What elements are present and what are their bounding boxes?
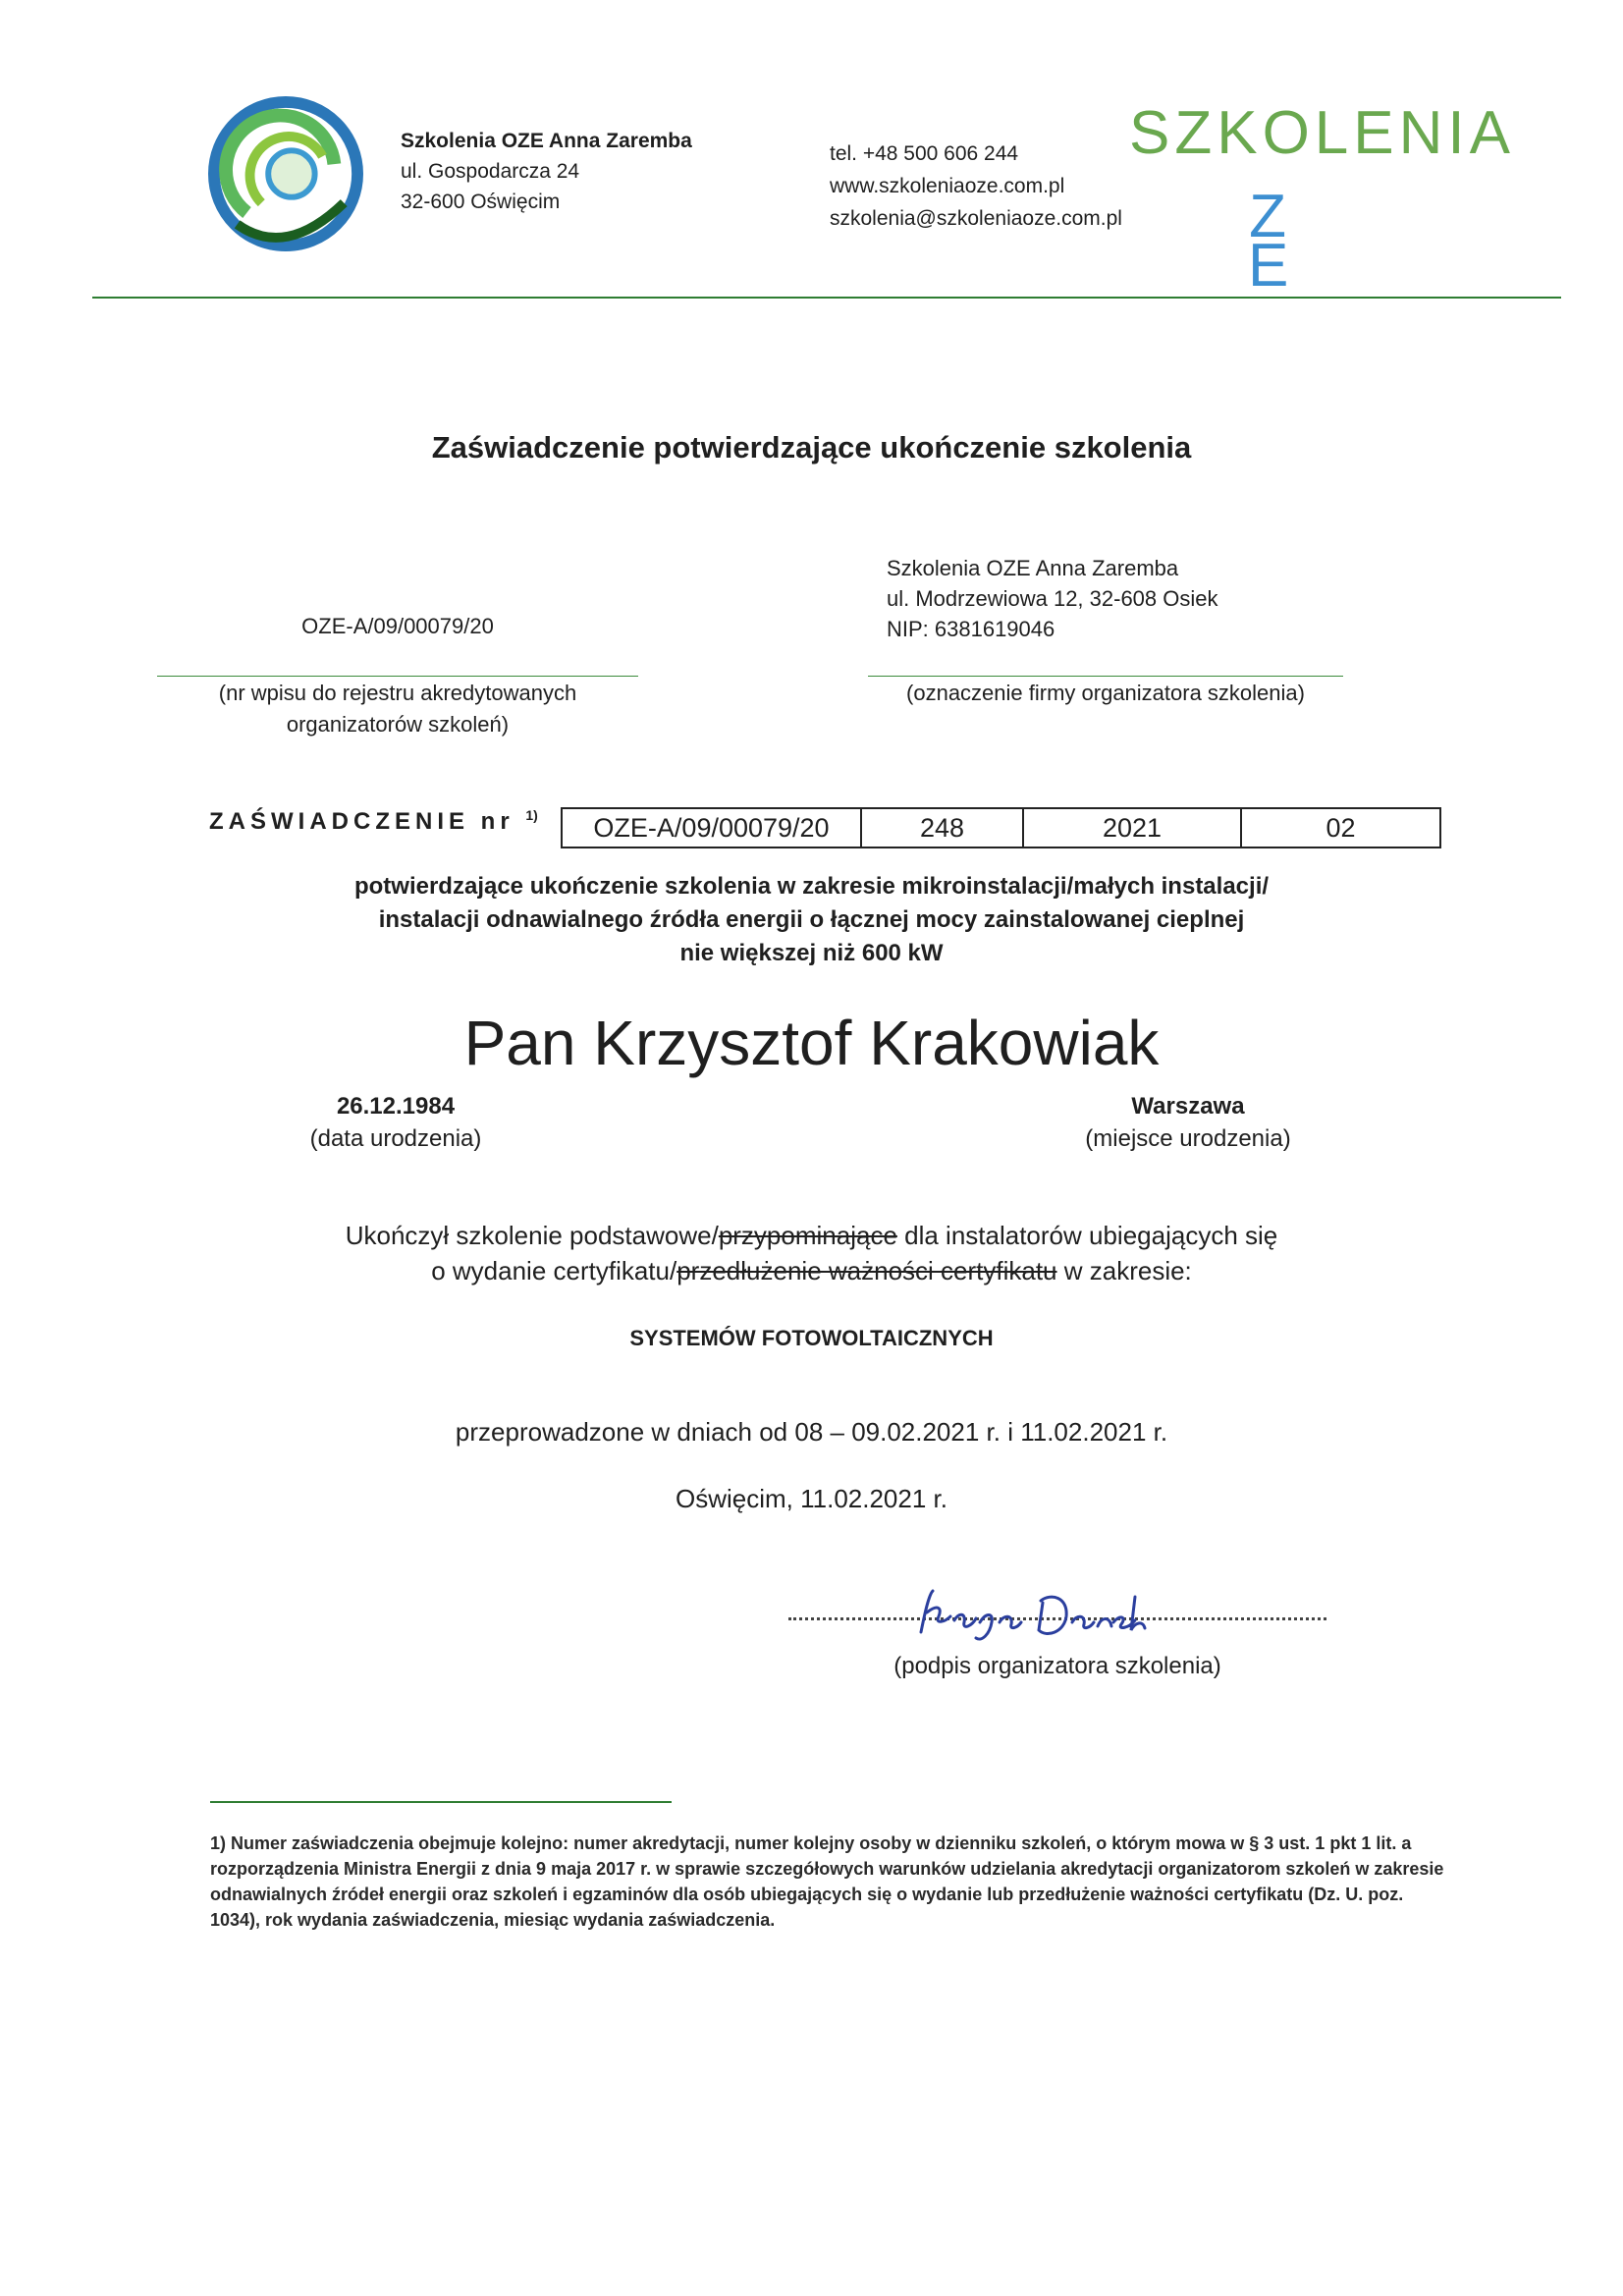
registry-underline [157, 676, 638, 677]
certificate-label-text: ZAŚWIADCZENIE nr [209, 808, 514, 835]
issue-place-date: Oświęcim, 11.02.2021 r. [676, 1484, 947, 1513]
organizer-caption: (oznaczenie firmy organizatora szkolenia) [906, 681, 1305, 705]
organizer-underline [868, 676, 1343, 677]
scope-line: instalacji odnawialnego źródła energii o łącznej mocy zainstalowanej cieplnej [378, 906, 1245, 933]
company-city: 32-600 Oświęcim [401, 191, 561, 213]
header-divider [92, 297, 1561, 299]
training-system: SYSTEMÓW FOTOWOLTAICZNYCH [629, 1326, 994, 1350]
completion-text: w zakresie: [1056, 1256, 1192, 1285]
registry-caption-line: (nr wpisu do rejestru akredytowanych [218, 681, 577, 705]
struck-text: przedłużenie ważności certyfikatu [676, 1256, 1057, 1285]
company-contact [830, 137, 1122, 235]
completion-text: Ukończył szkolenie podstawowe/ [345, 1221, 719, 1250]
organizer-name: Szkolenia OZE Anna Zaremba [887, 556, 1179, 580]
certificate-cell-sequence: 248 [862, 809, 1024, 847]
organizer-nip: NIP: 6381619046 [887, 617, 1055, 641]
contact-email: szkolenia@szkoleniaoze.com.pl [830, 207, 1122, 230]
certificate-cell-year: 2021 [1024, 809, 1242, 847]
registry-caption-line: organizatorów szkoleń) [286, 712, 510, 737]
completion-statement [0, 1218, 1623, 1288]
struck-text: przypominające [718, 1221, 897, 1250]
scope-line: potwierdzające ukończenie szkolenia w zakresie mikroinstalacji/małych instalacji/ [353, 873, 1270, 900]
handwritten-signature [903, 1583, 1159, 1652]
organizer-address: ul. Modrzewiowa 12, 32-608 Osiek [887, 586, 1218, 611]
brand-word: SZKOLENIA [1129, 99, 1515, 167]
birth-date: 26.12.1984 [336, 1093, 456, 1120]
footnote-text: 1) Numer zaświadczenia obejmuje kolejno: numer akredytacji, numer kolejny osoby w dzienniku szkoleń, o którym mowa w § 3 ust. 1 pkt 1 lit. a rozporządzenia Ministra Energii z dnia 9 maja 2017 r. w sprawie szczegółowych warunków udzielania akredytacji organizatorom szkoleń w zakresie odnawialnych źródeł energii oraz szkoleń i egzaminów dla osób ubiegających się o wydanie lub przedłużenie ważności certyfikatu (Dz. U. poz. 1034), rok wydania zaświadczenia, miesiąc wydania zaświadczenia. [210, 1833, 1444, 1930]
registry-caption [157, 678, 638, 740]
birth-date-block [298, 1090, 494, 1155]
contact-website: www.szkoleniaoze.com.pl [830, 175, 1065, 197]
signature-caption: (podpis organizatora szkolenia) [893, 1653, 1221, 1679]
company-name: Szkolenia OZE Anna Zaremba [401, 130, 692, 152]
birth-place-caption: (miejsce urodzenia) [1085, 1125, 1291, 1152]
certificate-cell-accreditation: OZE-A/09/00079/20 [563, 809, 862, 847]
training-scope [0, 870, 1623, 970]
brand-logotype [1129, 98, 1515, 300]
contact-phone: tel. +48 500 606 244 [830, 142, 1019, 165]
document-title: Zaświadczenie potwierdzające ukończenie szkolenia [431, 430, 1192, 465]
person-name: Pan Krzysztof Krakowiak [463, 1008, 1160, 1078]
completion-text: dla instalatorów ubiegających się [896, 1221, 1278, 1250]
scope-line: nie większej niż 600 kW [679, 940, 944, 966]
organizer-details [887, 553, 1218, 644]
company-street: ul. Gospodarcza 24 [401, 160, 580, 183]
company-logo-icon [208, 96, 363, 251]
company-address [401, 126, 692, 217]
certificate-label [209, 807, 538, 836]
birth-date-caption: (data urodzenia) [309, 1125, 482, 1152]
completion-line-1 [0, 1218, 1623, 1253]
training-dates: przeprowadzone w dniach od 08 – 09.02.2021 r. i 11.02.2021 r. [455, 1417, 1168, 1447]
completion-text: o wydanie certyfikatu/ [431, 1256, 677, 1285]
birth-place-block [1070, 1090, 1306, 1155]
certificate-cell-month: 02 [1325, 813, 1356, 843]
footnote-marker: 1) [525, 807, 538, 823]
brand-letter-z: Z [1249, 183, 1286, 250]
certificate-number-table [561, 807, 1441, 848]
brand-vertical-word [1248, 143, 1289, 300]
brand-letter-e: E [1248, 232, 1289, 300]
registry-number: OZE-A/09/00079/20 [301, 614, 494, 638]
footnote-divider [210, 1801, 672, 1803]
birth-place: Warszawa [1131, 1093, 1245, 1120]
completion-line-2 [0, 1253, 1623, 1288]
